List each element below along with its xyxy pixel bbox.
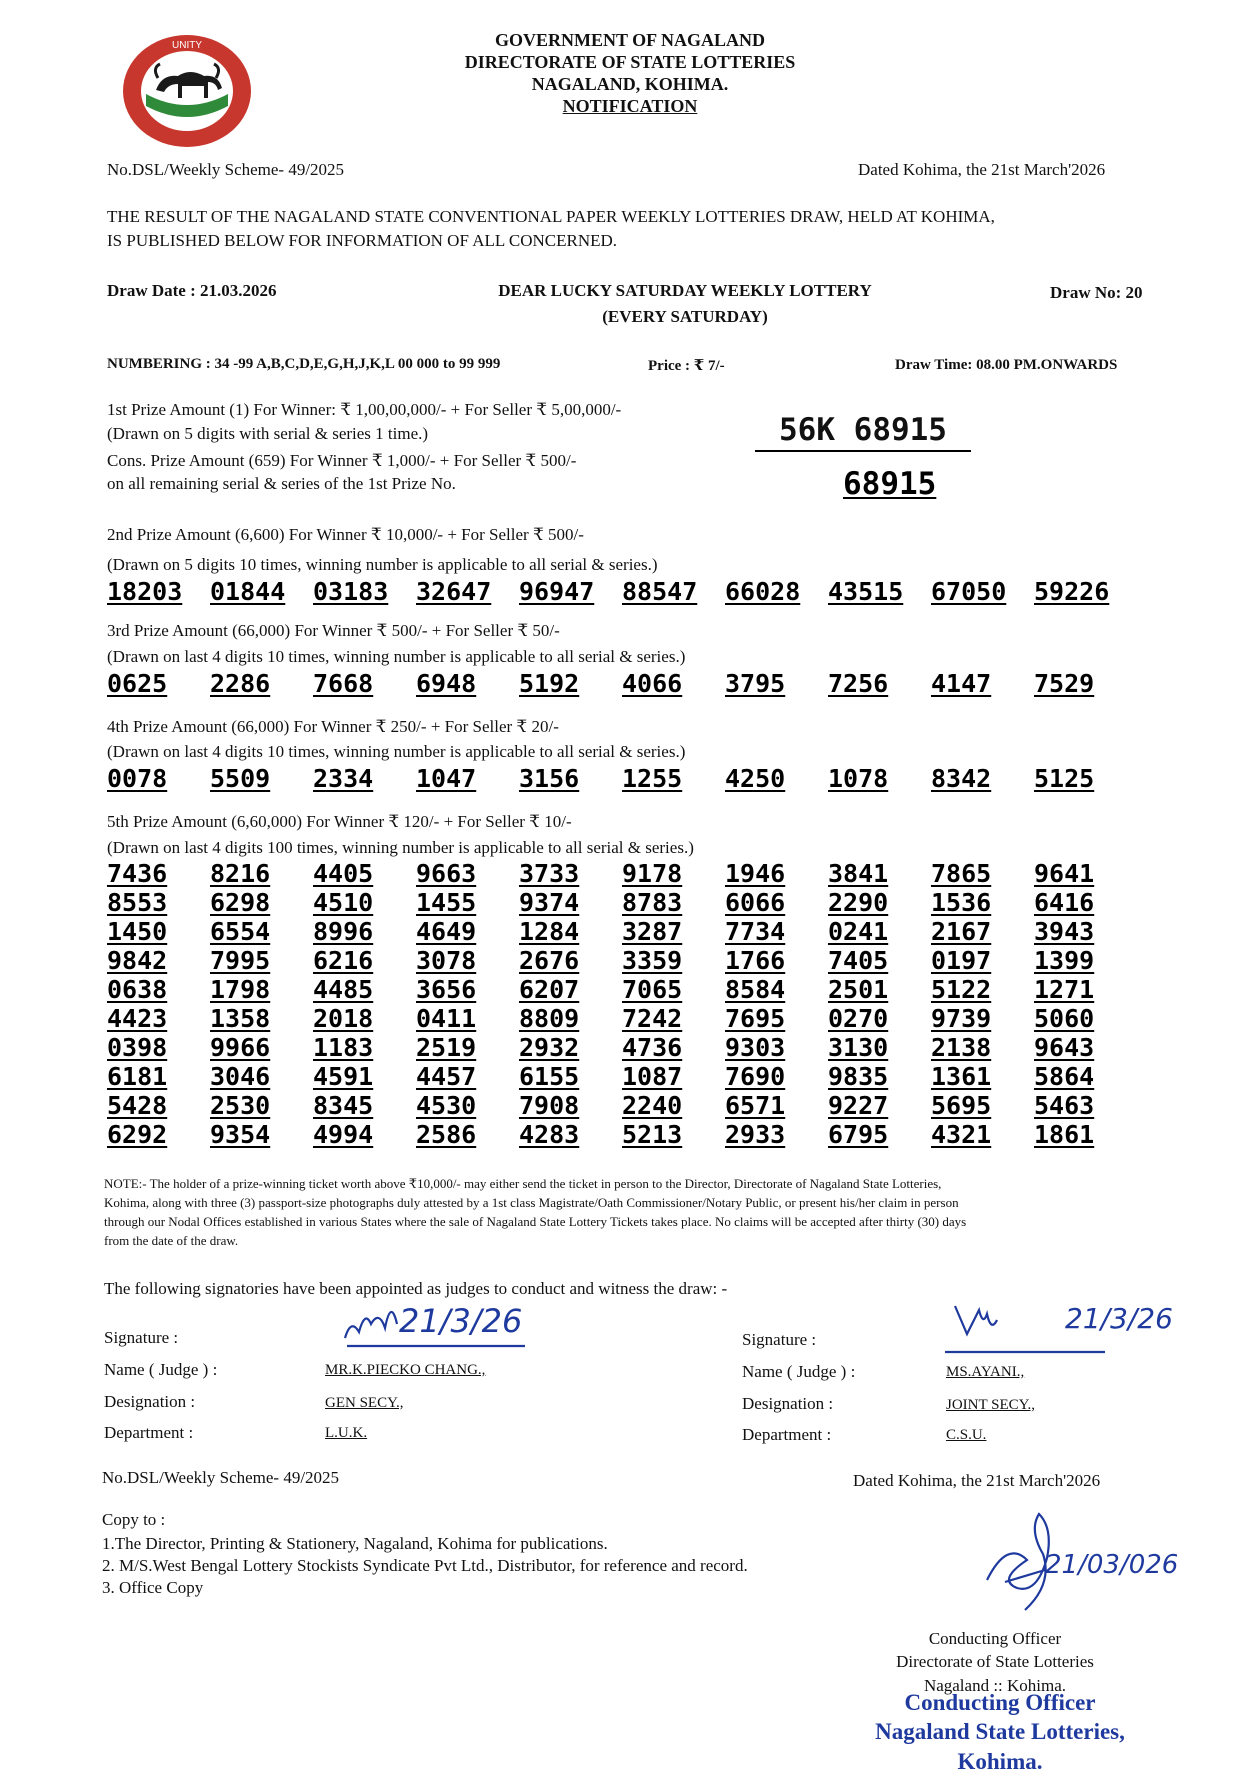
fifth-prize-row xyxy=(107,975,1137,1004)
judge2-name: MS.AYANI., xyxy=(946,1364,1025,1380)
footer-dated-line: Dated Kohima, the 21st March'2026 xyxy=(853,1471,1101,1490)
judge1-department: L.U.K. xyxy=(325,1425,368,1441)
judge2-signature-label: Signature : xyxy=(742,1330,817,1349)
fourth-prize-line-1: 4th Prize Amount (66,000) For Winner ₹ 250/- + For Seller ₹ 20/- xyxy=(107,717,559,736)
first-prize-winning-number: 56K 68915 xyxy=(755,412,971,452)
third-prize-line-2: (Drawn on last 4 digits 10 times, winning number is applicable to all serial & series.) xyxy=(107,647,686,666)
fifth-prize-number: 8996 xyxy=(313,917,374,946)
second-prize-number: 96947 xyxy=(519,577,595,606)
second-prize-number: 32647 xyxy=(416,577,492,606)
stamp-line-3: Kohima. xyxy=(957,1749,1043,1774)
fifth-prize-number: 2932 xyxy=(519,1033,580,1062)
fourth-prize-number: 1047 xyxy=(416,764,477,793)
third-prize-numbers xyxy=(107,669,1137,698)
fifth-prize-number: 3841 xyxy=(828,859,889,888)
fourth-prize-numbers xyxy=(107,764,1137,793)
judge1-department-label: Department : xyxy=(104,1423,194,1442)
fifth-prize-number: 9374 xyxy=(519,888,580,917)
fifth-prize-number: 6181 xyxy=(107,1062,168,1091)
fifth-prize-number: 0638 xyxy=(107,975,168,1004)
lottery-subtitle: (EVERY SATURDAY) xyxy=(602,307,768,326)
fifth-prize-number: 9227 xyxy=(828,1091,889,1120)
judge2-signature-date: 21/3/26 xyxy=(1065,1302,1173,1335)
fifth-prize-number: 7995 xyxy=(210,946,271,975)
fifth-prize-number: 4283 xyxy=(519,1120,580,1149)
header-location: NAGALAND, KOHIMA. xyxy=(531,74,729,94)
officer-signature-date: 21/03/026 xyxy=(1045,1550,1179,1580)
fifth-prize-grid xyxy=(107,859,1137,1149)
fifth-prize-number: 1798 xyxy=(210,975,271,1004)
fifth-prize-row xyxy=(107,1091,1137,1120)
fourth-prize-number: 2334 xyxy=(313,764,374,793)
fifth-prize-number: 0241 xyxy=(828,917,889,946)
fifth-prize-number: 1946 xyxy=(725,859,786,888)
header-government: GOVERNMENT OF NAGALAND xyxy=(494,30,765,50)
fifth-prize-number: 9643 xyxy=(1034,1033,1095,1062)
second-prize-number: 18203 xyxy=(107,577,183,606)
cons-prize-winning-number: 68915 xyxy=(843,466,937,502)
fifth-prize-number: 4530 xyxy=(416,1091,477,1120)
judge2-designation: JOINT SECY., xyxy=(946,1397,1036,1413)
fifth-prize-number: 1087 xyxy=(622,1062,683,1091)
fifth-prize-number: 0197 xyxy=(931,946,992,975)
header-notification-wrap xyxy=(0,96,1240,117)
fifth-prize-number: 1455 xyxy=(416,888,477,917)
first-prize-line-1: 1st Prize Amount (1) For Winner: ₹ 1,00,00,000/- + For Seller ₹ 5,00,000/- xyxy=(107,400,622,419)
fifth-prize-number: 4485 xyxy=(313,975,374,1004)
fourth-prize-number: 0078 xyxy=(107,764,168,793)
fifth-prize-number: 4994 xyxy=(313,1120,374,1149)
fifth-prize-number: 3943 xyxy=(1034,917,1095,946)
fifth-prize-number: 0398 xyxy=(107,1033,168,1062)
fourth-prize-line-2: (Drawn on last 4 digits 10 times, winning number is applicable to all serial & series.) xyxy=(107,742,686,761)
copy-to-item: 2. M/S.West Bengal Lottery Stockists Syndicate Pvt Ltd., Distributor, for reference and record. xyxy=(102,1556,748,1575)
fifth-prize-number: 3078 xyxy=(416,946,477,975)
third-prize-number: 5192 xyxy=(519,669,580,698)
fifth-prize-number: 6416 xyxy=(1034,888,1095,917)
intro-line-2: IS PUBLISHED BELOW FOR INFORMATION OF ALL CONCERNED. xyxy=(107,231,618,250)
draw-number: Draw No: 20 xyxy=(1050,283,1143,302)
fifth-prize-number: 7436 xyxy=(107,859,168,888)
third-prize-number: 7668 xyxy=(313,669,374,698)
fifth-prize-number: 2240 xyxy=(622,1091,683,1120)
cons-prize-line-1: Cons. Prize Amount (659) For Winner ₹ 1,000/- + For Seller ₹ 500/- xyxy=(107,451,577,470)
fifth-prize-number: 9663 xyxy=(416,859,477,888)
note-line: Kohima, along with three (3) passport-size photographs duly attested by a 1st class Magistrate/Oath Commissioner/Notary Public, or present his/her claim in person xyxy=(104,1195,959,1210)
judge1-designation-label: Designation : xyxy=(104,1392,196,1411)
judge1-signature-date: 21/3/26 xyxy=(399,1302,523,1340)
cons-prize-line-2: on all remaining serial & series of the 1st Prize No. xyxy=(107,474,456,493)
second-prize-number: 01844 xyxy=(210,577,286,606)
second-prize-number: 43515 xyxy=(828,577,904,606)
fifth-prize-number: 6795 xyxy=(828,1120,889,1149)
fifth-prize-line-1: 5th Prize Amount (6,60,000) For Winner ₹ 120/- + For Seller ₹ 10/- xyxy=(107,812,572,831)
fifth-prize-number: 6066 xyxy=(725,888,786,917)
second-prize-number: 66028 xyxy=(725,577,801,606)
fifth-prize-number: 5060 xyxy=(1034,1004,1095,1033)
fifth-prize-number: 7908 xyxy=(519,1091,580,1120)
fifth-prize-number: 1358 xyxy=(210,1004,271,1033)
fifth-prize-number: 6207 xyxy=(519,975,580,1004)
officer-location: Nagaland :: Kohima. xyxy=(923,1676,1067,1695)
second-prize-number: 88547 xyxy=(622,577,698,606)
third-prize-number: 2286 xyxy=(210,669,271,698)
fifth-prize-number: 3130 xyxy=(828,1033,889,1062)
fifth-prize-row xyxy=(107,1062,1137,1091)
fifth-prize-row xyxy=(107,946,1137,975)
third-prize-number: 0625 xyxy=(107,669,168,698)
fifth-prize-number: 5864 xyxy=(1034,1062,1095,1091)
copy-to-heading: Copy to : xyxy=(102,1510,166,1529)
fifth-prize-number: 2167 xyxy=(931,917,992,946)
draw-date: Draw Date : 21.03.2026 xyxy=(107,281,277,300)
second-prize-numbers xyxy=(107,577,1137,606)
fifth-prize-number: 3046 xyxy=(210,1062,271,1091)
fifth-prize-number: 3733 xyxy=(519,859,580,888)
judge2-department: C.S.U. xyxy=(946,1427,987,1443)
fifth-prize-number: 1536 xyxy=(931,888,992,917)
fourth-prize-number: 1255 xyxy=(622,764,683,793)
officer-signature xyxy=(975,1510,1185,1620)
copy-to-item: 3. Office Copy xyxy=(102,1578,204,1597)
fifth-prize-number: 1766 xyxy=(725,946,786,975)
third-prize-number: 7529 xyxy=(1034,669,1095,698)
fifth-prize-number: 4736 xyxy=(622,1033,683,1062)
fifth-prize-number: 9842 xyxy=(107,946,168,975)
fifth-prize-number: 7065 xyxy=(622,975,683,1004)
fifth-prize-number: 5122 xyxy=(931,975,992,1004)
judges-intro: The following signatories have been appointed as judges to conduct and witness the draw: - xyxy=(104,1279,728,1298)
third-prize-line-1: 3rd Prize Amount (66,000) For Winner ₹ 500/- + For Seller ₹ 50/- xyxy=(107,621,560,640)
fifth-prize-number: 7865 xyxy=(931,859,992,888)
fifth-prize-number: 3656 xyxy=(416,975,477,1004)
fifth-prize-number: 8584 xyxy=(725,975,786,1004)
fourth-prize-number: 1078 xyxy=(828,764,889,793)
third-prize-number: 6948 xyxy=(416,669,477,698)
fifth-prize-number: 5695 xyxy=(931,1091,992,1120)
second-prize-number: 67050 xyxy=(931,577,1007,606)
fifth-prize-number: 3287 xyxy=(622,917,683,946)
fifth-prize-number: 7690 xyxy=(725,1062,786,1091)
fifth-prize-number: 4649 xyxy=(416,917,477,946)
fifth-prize-number: 0270 xyxy=(828,1004,889,1033)
numbering: NUMBERING : 34 -99 A,B,C,D,E,G,H,J,K,L 00 000 to 99 999 xyxy=(107,356,501,372)
reference-number: No.DSL/Weekly Scheme- 49/2025 xyxy=(107,160,345,179)
fifth-prize-number: 9966 xyxy=(210,1033,271,1062)
judge1-name-label: Name ( Judge ) : xyxy=(104,1360,218,1379)
fifth-prize-number: 4405 xyxy=(313,859,374,888)
fourth-prize-number: 4250 xyxy=(725,764,786,793)
third-prize-number: 7256 xyxy=(828,669,889,698)
officer-title: Conducting Officer xyxy=(928,1629,1062,1648)
fifth-prize-number: 0411 xyxy=(416,1004,477,1033)
fifth-prize-number: 9178 xyxy=(622,859,683,888)
judge1-signature xyxy=(325,1300,525,1352)
fifth-prize-number: 4423 xyxy=(107,1004,168,1033)
third-prize-number: 4147 xyxy=(931,669,992,698)
judge2-signature xyxy=(945,1300,1185,1360)
fifth-prize-number: 9739 xyxy=(931,1004,992,1033)
fifth-prize-number: 6155 xyxy=(519,1062,580,1091)
fifth-prize-number: 2501 xyxy=(828,975,889,1004)
copy-to-item: 1.The Director, Printing & Stationery, Nagaland, Kohima for publications. xyxy=(102,1534,608,1553)
stamp-line-1: Conducting Officer xyxy=(904,1690,1096,1715)
price: Price : ₹ 7/- xyxy=(648,358,725,374)
fifth-prize-number: 7695 xyxy=(725,1004,786,1033)
note xyxy=(104,1174,1134,1250)
fifth-prize-number: 2519 xyxy=(416,1033,477,1062)
fifth-prize-number: 2676 xyxy=(519,946,580,975)
fifth-prize-number: 1361 xyxy=(931,1062,992,1091)
header-notification: NOTIFICATION xyxy=(562,96,698,116)
fifth-prize-row xyxy=(107,1120,1137,1149)
fifth-prize-number: 2290 xyxy=(828,888,889,917)
fifth-prize-number: 3359 xyxy=(622,946,683,975)
judge2-designation-label: Designation : xyxy=(742,1394,834,1413)
fifth-prize-number: 7734 xyxy=(725,917,786,946)
fifth-prize-number: 5213 xyxy=(622,1120,683,1149)
fifth-prize-number: 9354 xyxy=(210,1120,271,1149)
fifth-prize-number: 7242 xyxy=(622,1004,683,1033)
fifth-prize-number: 1271 xyxy=(1034,975,1095,1004)
fifth-prize-number: 6298 xyxy=(210,888,271,917)
judge1-designation: GEN SECY., xyxy=(325,1395,404,1411)
fifth-prize-row xyxy=(107,888,1137,917)
judge2-name-label: Name ( Judge ) : xyxy=(742,1362,856,1381)
fifth-prize-number: 5428 xyxy=(107,1091,168,1120)
second-prize-number: 59226 xyxy=(1034,577,1110,606)
judge2-department-label: Department : xyxy=(742,1425,832,1444)
fifth-prize-row xyxy=(107,1004,1137,1033)
fifth-prize-number: 4510 xyxy=(313,888,374,917)
fourth-prize-number: 3156 xyxy=(519,764,580,793)
fifth-prize-number: 8809 xyxy=(519,1004,580,1033)
fifth-prize-number: 2586 xyxy=(416,1120,477,1149)
fourth-prize-number: 5509 xyxy=(210,764,271,793)
fifth-prize-number: 6554 xyxy=(210,917,271,946)
svg-text:UNITY: UNITY xyxy=(172,40,202,51)
fourth-prize-number: 8342 xyxy=(931,764,992,793)
note-line: through our Nodal Offices established in various States where the sale of Nagaland State Lottery Tickets takes place. No claims will be accepted after thirty (30) days xyxy=(104,1214,967,1229)
fifth-prize-number: 8553 xyxy=(107,888,168,917)
draw-time: Draw Time: 08.00 PM.ONWARDS xyxy=(895,357,1118,373)
fifth-prize-number: 8216 xyxy=(210,859,271,888)
fifth-prize-row xyxy=(107,917,1137,946)
third-prize-number: 4066 xyxy=(622,669,683,698)
fifth-prize-number: 6292 xyxy=(107,1120,168,1149)
stamp-line-2: Nagaland State Lotteries, xyxy=(875,1719,1125,1744)
fifth-prize-number: 2138 xyxy=(931,1033,992,1062)
note-line: NOTE:- The holder of a prize-winning ticket worth above ₹10,000/- may either send the ticket in person to the Director, Directorate of Nagaland State Lotteries, xyxy=(104,1176,942,1191)
footer-reference-number: No.DSL/Weekly Scheme- 49/2025 xyxy=(102,1468,340,1487)
fifth-prize-number: 4591 xyxy=(313,1062,374,1091)
fifth-prize-line-2: (Drawn on last 4 digits 100 times, winning number is applicable to all serial & series.) xyxy=(107,838,694,857)
fifth-prize-number: 4457 xyxy=(416,1062,477,1091)
fifth-prize-number: 9641 xyxy=(1034,859,1095,888)
third-prize-number: 3795 xyxy=(725,669,786,698)
fifth-prize-number: 8783 xyxy=(622,888,683,917)
note-line: from the date of the draw. xyxy=(104,1233,239,1248)
second-prize-line-2: (Drawn on 5 digits 10 times, winning number is applicable to all serial & series.) xyxy=(107,555,658,574)
fifth-prize-row xyxy=(107,859,1137,888)
fifth-prize-number: 1183 xyxy=(313,1033,374,1062)
fifth-prize-row xyxy=(107,1033,1137,1062)
header-directorate: DIRECTORATE OF STATE LOTTERIES xyxy=(464,52,796,72)
lottery-title: DEAR LUCKY SATURDAY WEEKLY LOTTERY xyxy=(498,281,872,300)
fifth-prize-number: 7405 xyxy=(828,946,889,975)
fifth-prize-number: 4321 xyxy=(931,1120,992,1149)
fifth-prize-number: 6216 xyxy=(313,946,374,975)
fifth-prize-number: 6571 xyxy=(725,1091,786,1120)
fifth-prize-number: 2530 xyxy=(210,1091,271,1120)
fifth-prize-number: 8345 xyxy=(313,1091,374,1120)
fifth-prize-number: 5463 xyxy=(1034,1091,1095,1120)
dated-line: Dated Kohima, the 21st March'2026 xyxy=(858,160,1106,179)
fifth-prize-number: 2933 xyxy=(725,1120,786,1149)
fourth-prize-number: 5125 xyxy=(1034,764,1095,793)
fifth-prize-number: 1861 xyxy=(1034,1120,1095,1149)
first-prize-line-2: (Drawn on 5 digits with serial & series 1 time.) xyxy=(107,424,429,443)
fifth-prize-number: 1284 xyxy=(519,917,580,946)
fifth-prize-number: 1399 xyxy=(1034,946,1095,975)
second-prize-line-1: 2nd Prize Amount (6,600) For Winner ₹ 10,000/- + For Seller ₹ 500/- xyxy=(107,525,584,544)
judge1-signature-label: Signature : xyxy=(104,1328,179,1347)
fifth-prize-number: 2018 xyxy=(313,1004,374,1033)
judge1-name: MR.K.PIECKO CHANG., xyxy=(325,1362,486,1378)
fifth-prize-number: 1450 xyxy=(107,917,168,946)
fifth-prize-number: 9303 xyxy=(725,1033,786,1062)
fifth-prize-number: 9835 xyxy=(828,1062,889,1091)
second-prize-number: 03183 xyxy=(313,577,389,606)
officer-directorate: Directorate of State Lotteries xyxy=(896,1652,1094,1671)
intro-line-1: THE RESULT OF THE NAGALAND STATE CONVENTIONAL PAPER WEEKLY LOTTERIES DRAW, HELD AT KOHIMA, xyxy=(107,207,995,226)
